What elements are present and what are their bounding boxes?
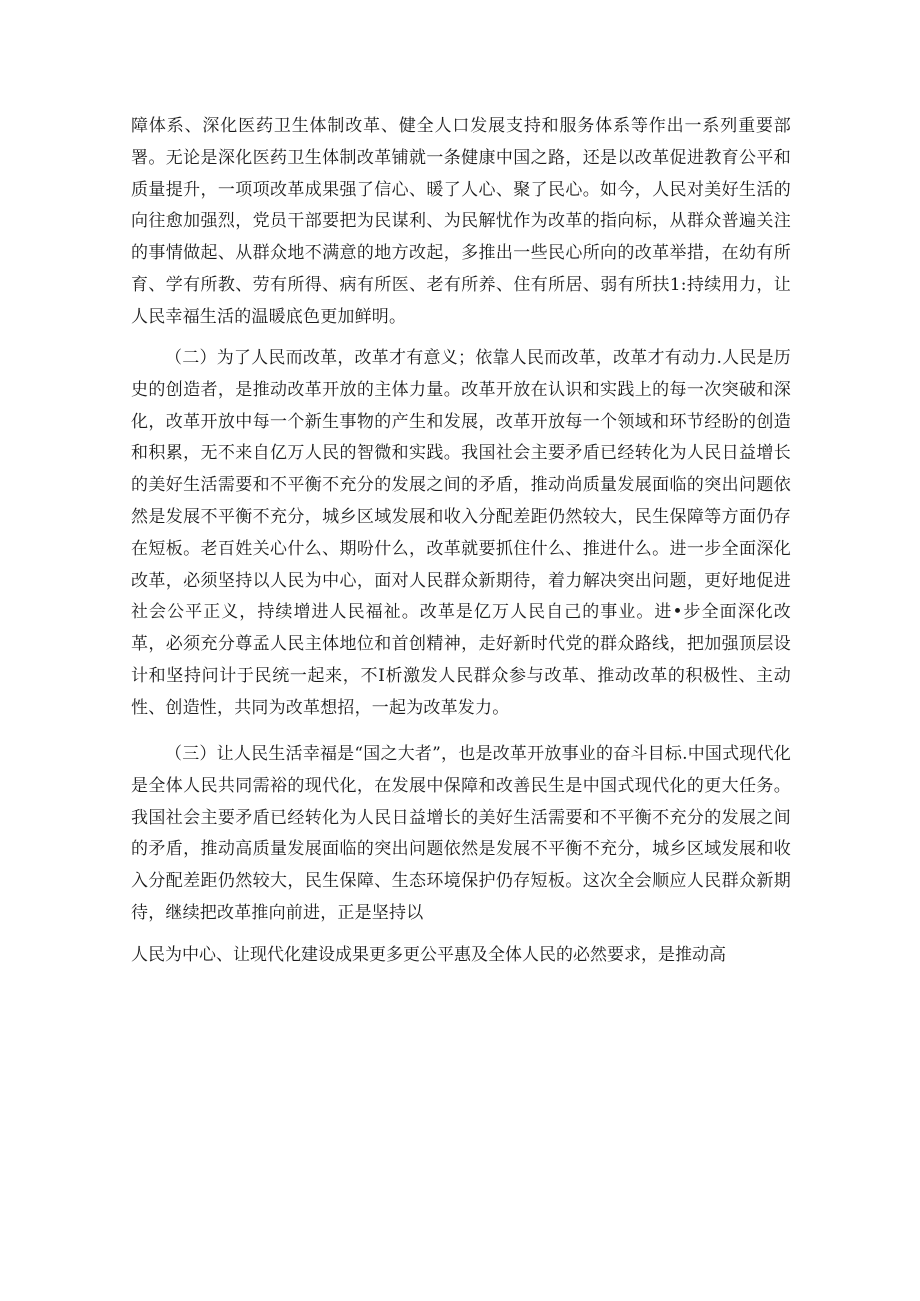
- paragraph-1: 障体系、深化医药卫生体制改革、健全人口发展支持和服务体系等作出一系列重要部署。无论是深化医药卫生体制改革铺就一条健康中国之路，还是以改革促进教育公平和质量提升，一项项改革成果强了信心、暖了人心、聚了民心。如今，人民对美好生活的向往愈加强烈，党员干部要把为民谋利、为民解忧作为改革的指向标，从群众普遍关注的事情做起、从群众地不满意的地方改起，多推出一些民心所向的改革举措，在幼有所育、学有所教、劳有所得、病有所医、老有所养、住有所居、弱有所扶1:持续用力，让人民幸福生活的温暖底色更加鲜明。: [131, 116, 791, 327]
- paragraph-2: （二）为了人民而改革，改革才有意义；依靠人民而改革，改革才有动力.人民是历史的创造者，是推动改革开放的主体力量。改革开放在认识和实践上的每一次突破和深化，改革开放中每一个新生事物的产生和发展，改革开放每一个领域和环节经盼的创造和积累，无不来自亿万人民的智微和实践。我国社会主要矛盾已经转化为人民日益增长的美好生活需要和不平衡不充分的发展之间的矛盾，推动尚质量发展面临的突出问题依然是发展不平衡不充分，城乡区域发展和收入分配差距仍然较大，民生保障等方面仍存在短板。老百姓关心什么、期吩什么，改革就要抓住什么、推进什么。进一步全面深化改革，必须坚持以人民为中心，面对人民群众新期待，着力解决突出问题，更好地促进社会公平正义，持续增进人民福祉。改革是亿万人民自己的事业。进•步全面深化改革，必须充分尊孟人民主体地位和首创精神，走好新时代党的群众路线，把加强顶层设计和坚持问计于民统一起来，不I析激发人民群众参与改革、推动改革的积极性、主动性、创造性，共同为改革想招，一起为改革发力。: [131, 348, 791, 718]
- paragraph-3: （三）让人民生活幸福是“国之大者”，也是改革开放事业的奋斗目标.中国式现代化是全体人民共同需裕的现代化，在发展中保障和改善民生是中国式现代化的更大任务。我国社会主要矛盾已经转化为人民日益增长的美好生活需要和不平衡不充分的发展之间的矛盾，推动高质量发展面临的突出问题依然是发展不平衡不充分，城乡区域发展和收入分配差距仍然较大，民生保障、生态环境保护仍存短板。这次全会顺应人民群众新期待，继续把改革推向前进，正是坚持以: [131, 744, 791, 923]
- paragraph-4-continued: 人民为中心、让现代化建设成果更多更公平惠及全体人民的必然要求，是推动高: [131, 945, 726, 965]
